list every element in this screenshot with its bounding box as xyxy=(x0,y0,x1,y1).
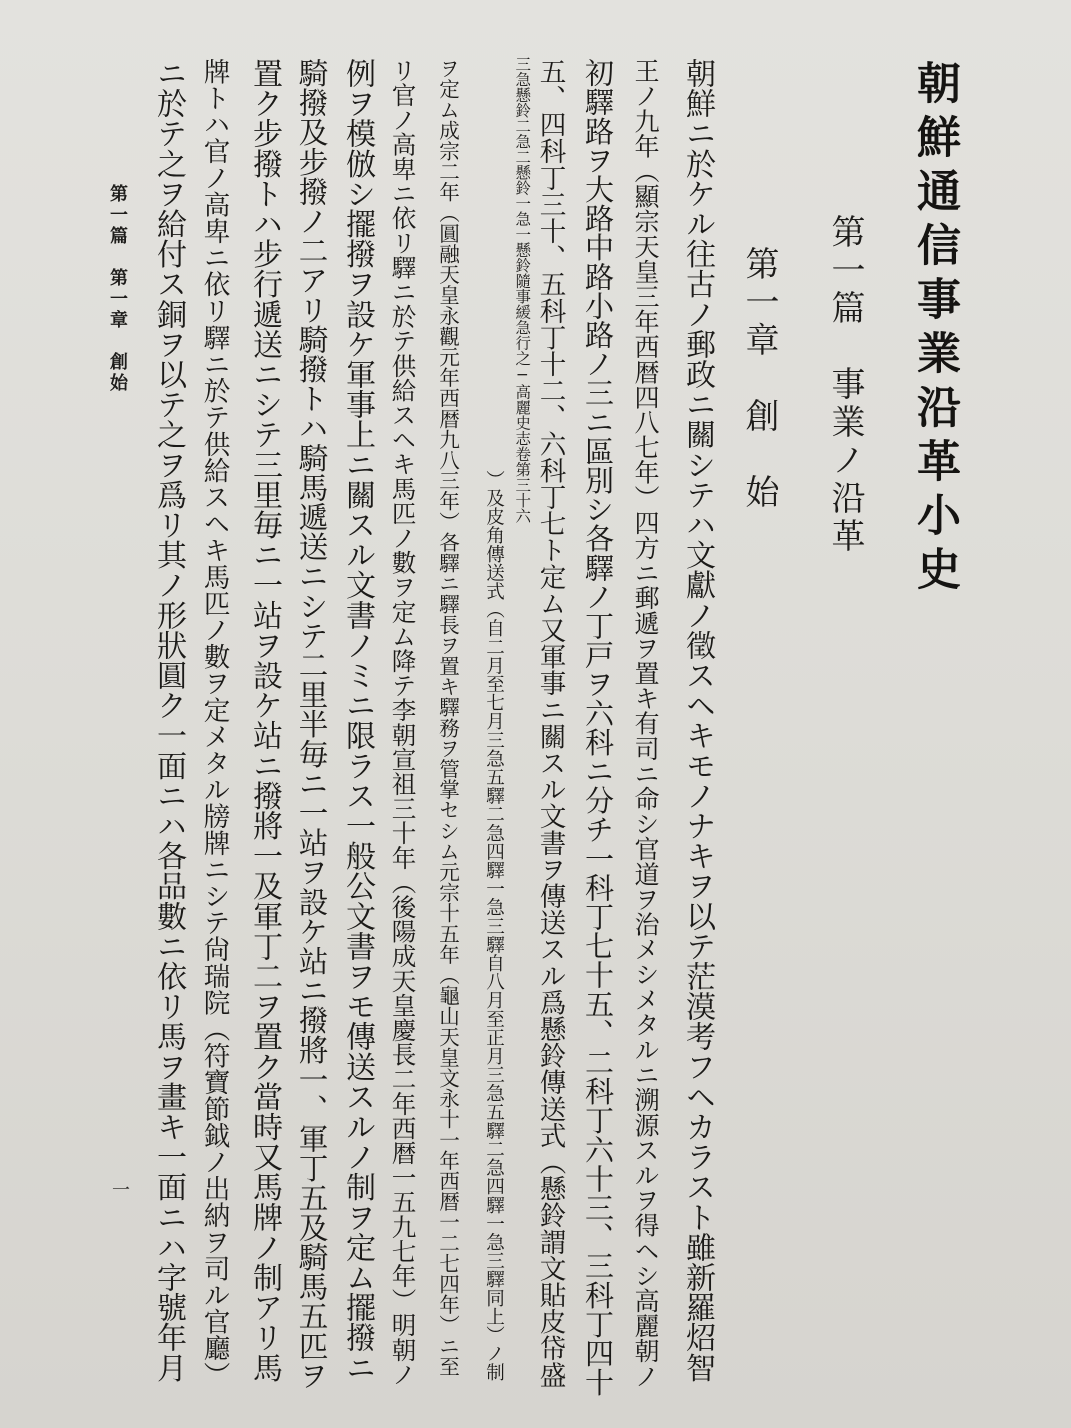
chapter-heading: 第一章 創 始 xyxy=(739,246,779,512)
page-number: 一 xyxy=(109,1180,130,1198)
body-column-6: ヲ定ム成宗二年（圓融天皇永觀元年西暦九八三年）各驛ニ驛長ヲ置キ驛務ヲ管掌セシム元宗十五年（龜山天皇文永十一年西暦一二七四年）ニ至 xyxy=(435,58,460,1377)
annotation-column: 三急懸鈴二急二懸鈴一急一懸鈴隨事緩急行之─高麗史志卷第三十六 xyxy=(513,56,532,524)
body-column-2: 王ノ九年（顯宗天皇三年西暦四八七年）四方ニ郵遞ヲ置キ有司ニ命シ官道ヲ治メシメタルニ溯源スルヲ得ヘシ高麗朝ノ xyxy=(631,58,661,1389)
body-column-3: 初驛路ヲ大路中路小路ノ三ニ區別シ各驛ノ丁戸ヲ六科ニ分チ一科丁七十五、二科丁六十三、三科丁四十 xyxy=(581,58,616,1397)
body-column-7: リ官ノ高卑ニ依リ驛ニ於テ供給スヘキ馬匹ノ數ヲ定ム降テ李朝宣祖三十年（後陽成天皇慶長二年西暦一五九七年）明朝ノ xyxy=(388,58,418,1387)
body-column-5-tail: ）及皮角傳送式（自二月至七月三急五驛二急四驛一急三驛自八月至正月三急五驛二急四驛一急三驛同上）ノ制 xyxy=(483,470,505,1382)
body-column-1: 朝鮮ニ於ケル往古ノ郵政ニ關シテハ文獻ノ徵スヘキモノナキヲ以テ茫漠考フヘカラスト雖新羅炤智 xyxy=(680,58,716,1383)
running-footer: 第一篇 第一章 創始 xyxy=(107,184,128,394)
body-column-10: 置ク步撥トハ步行遞送ニシテ三里毎ニ一站ヲ設ケ站ニ撥將一及軍丁二ヲ置ク當時又馬牌ノ制アリ馬 xyxy=(247,58,283,1383)
body-column-12: ニ於テ之ヲ給付ス銅ヲ以テ之ヲ爲リ其ノ形狀圓ク一面ニハ各品數ニ依リ馬ヲ畫キ一面ニハ字號年月 xyxy=(151,58,187,1383)
part-heading: 第一篇 事業ノ沿革 xyxy=(825,214,865,556)
body-column-8: 例ヲ模倣シ擺撥ヲ設ケ軍事上ニ關スル文書ノミニ限ラス一般公文書ヲモ傳送スルノ制ヲ定ム擺撥ニ xyxy=(340,58,376,1383)
book-title: 朝鮮通信事業沿革小史 xyxy=(909,60,960,600)
body-column-4: 五、四科丁三十、五科丁十二、六科丁七ト定ム又軍事ニ關スル文書ヲ傳送スル爲懸鈴傳送式（懸鈴謂文貼皮帒盛 xyxy=(534,58,566,1388)
body-column-11: 牌トハ官ノ高卑ニ依リ驛ニ於テ供給スヘキ馬匹ノ數ヲ定メタル牓牌ニシテ尙瑞院（符寶節鉞ノ出納ヲ司ル官廳） xyxy=(198,58,230,1388)
body-column-9: 騎撥及步撥ノ二アリ騎撥トハ騎馬遞送ニシテ二里半毎ニ一站ヲ設ケ站ニ撥將一、軍丁五及騎馬五匹ヲ xyxy=(294,58,329,1390)
